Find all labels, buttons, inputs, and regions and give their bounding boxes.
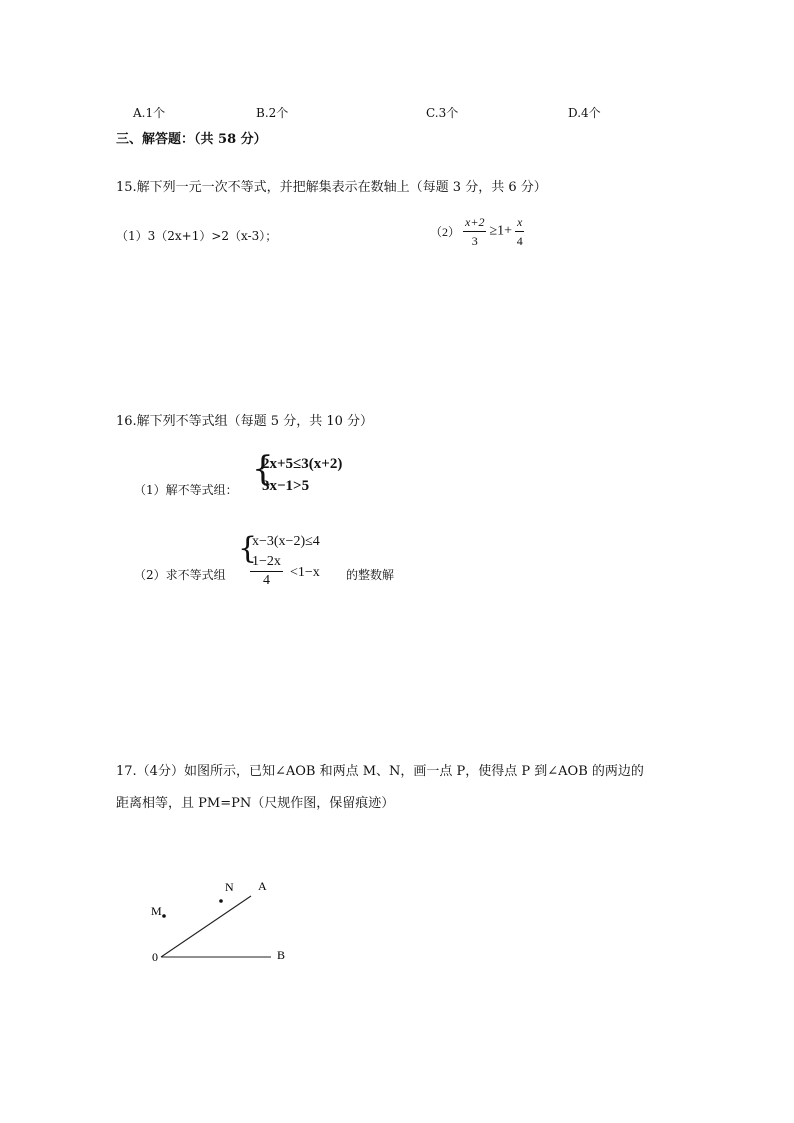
q15-operator: ≥1+: [489, 223, 513, 239]
label-o: 0: [152, 950, 158, 964]
q16-part1-line1: 2x+5≤3(x+2): [262, 456, 343, 472]
q16-part1-label: （1）解不等式组：: [134, 483, 238, 497]
q16-part1-brace: {: [252, 449, 274, 489]
label-m: M: [151, 904, 162, 918]
q16-part2-line1: x−3(x−2)≤4: [252, 534, 320, 549]
point-m: [162, 914, 166, 918]
angle-aob-figure: [140, 870, 310, 970]
q16-part2-suffix: 的整数解: [346, 568, 395, 582]
choice-b: B.2个: [256, 106, 289, 120]
q16-part2-fraction: $\frac{1-2x}{4}$: [252, 554, 281, 588]
q16-part2-brace: {: [238, 531, 258, 566]
q15-part2: [430, 213, 524, 250]
section-heading: 三、解答题：（共 58 分）: [116, 132, 267, 147]
q15-prompt: 15.解下列一元一次不等式，并把解集表示在数轴上（每题 3 分，共 6 分）: [116, 180, 547, 195]
q15-fraction-2: $\frac{x}{4}$: [516, 215, 523, 248]
choice-a: A.1个: [133, 106, 166, 120]
q17-line2: 距离相等，且 PM=PN（尺规作图，保留痕迹）: [116, 796, 395, 811]
label-n: N: [225, 880, 234, 894]
q16-part1-line2: 3x−1>5: [262, 478, 310, 494]
q15-fraction-1: $\frac{x+2}{3}$: [465, 215, 485, 248]
label-b: B: [277, 948, 286, 962]
choice-c: C.3个: [426, 106, 459, 120]
q16-part2-label: （2）求不等式组: [134, 568, 226, 582]
choice-d: D.4个: [568, 106, 601, 120]
label-a: A: [258, 879, 267, 893]
q15-part1: （1）3（2x+1）>2（x-3）；: [116, 229, 278, 243]
q17-line1: 17.（4分）如图所示，已知∠AOB 和两点 M、N，画一点 P，使得点 P 到∠AOB 的两边的: [116, 764, 644, 779]
point-n: [219, 899, 223, 903]
ray-oa: [161, 896, 251, 957]
q16-part2-rhs: <1−x: [290, 565, 320, 580]
q15-part2-label: （2）: [430, 225, 461, 239]
q16-prompt: 16.解下列不等式组（每题 5 分，共 10 分）: [116, 414, 374, 429]
